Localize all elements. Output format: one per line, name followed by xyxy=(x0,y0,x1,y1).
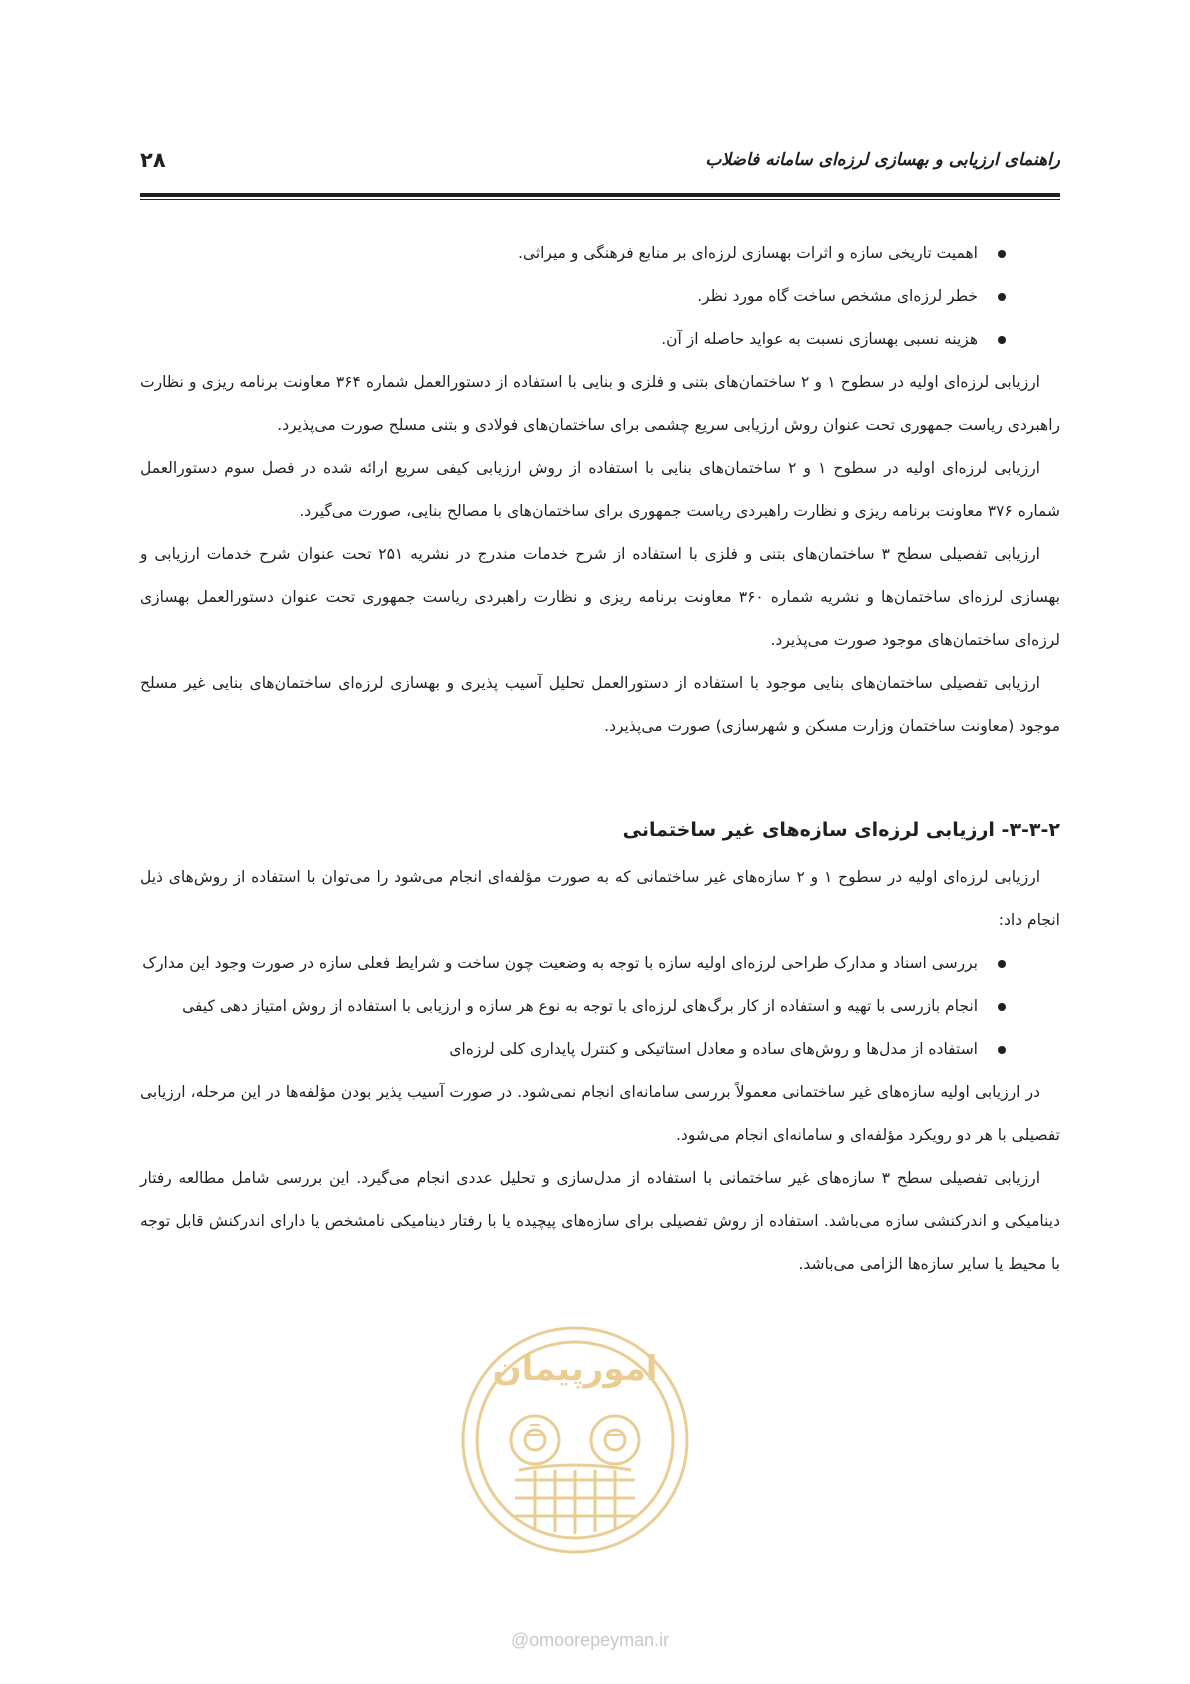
page-number: ۲۸ xyxy=(140,148,166,172)
running-title: راهنمای ارزیابی و بهسازی لرزه‌ای سامانه فاضلاب xyxy=(705,150,1060,170)
list-item: خطر لرزه‌ای مشخص ساخت گاه مورد نظر. xyxy=(140,275,1060,318)
watermark-logo-icon xyxy=(455,1320,695,1560)
paragraph: ارزیابی تفصیلی سطح ۳ سازه‌های غیر ساختمانی با استفاده از مدل‌سازی و تحلیل عددی انجام می‌گیرد. این بررسی شامل مطالعه رفتار دینامیکی و اندرکنشی سازه می‌باشد. استفاده از روش تفصیلی برای سازه‌های پیچیده یا با رفتار دینامیکی نامشخص یا دارای اندرکنش قابل توجه با محیط یا سایر سازه‌ها الزامی می‌باشد. xyxy=(140,1169,1060,1273)
page-header xyxy=(140,148,1060,182)
paragraph: ارزیابی لرزه‌ای اولیه در سطوح ۱ و ۲ ساختمان‌های بتنی و فلزی و بنایی با استفاده از دستورالعمل شماره ۳۶۴ معاونت برنامه ریزی و نظارت راهبردی ریاست جمهوری تحت عنوان روش ارزیابی سریع چشمی برای ساختمان‌های فولادی و بتنی مسلح صورت می‌پذیرد. xyxy=(140,373,1060,434)
paragraph: ارزیابی لرزه‌ای اولیه در سطوح ۱ و ۲ ساختمان‌های بنایی با استفاده از روش ارزیابی کیفی سریع ارائه شده در فصل سوم دستورالعمل شماره ۳۷۶ معاونت برنامه ریزی و نظارت راهبردی ریاست جمهوری برای ساختمان‌های با مصالح بنایی، صورت می‌گیرد. xyxy=(140,459,1060,520)
bullet-icon xyxy=(998,1046,1006,1054)
body-text xyxy=(140,232,1060,1286)
bullet-icon xyxy=(998,960,1006,968)
section-intro: ارزیابی لرزه‌ای اولیه در سطوح ۱ و ۲ سازه‌های غیر ساختمانی که به صورت مؤلفه‌ای انجام می‌شود را می‌توان با استفاده از روش‌های ذیل انجام داد: xyxy=(140,868,1060,929)
paragraph: ارزیابی تفصیلی ساختمان‌های بنایی موجود با استفاده از دستورالعمل تحلیل آسیب پذیری و بهسازی لرزه‌ای ساختمان‌های بنایی غیر مسلح موجود (معاونت ساختمان وزارت مسکن و شهرسازی) صورت می‌پذیرد. xyxy=(140,674,1060,735)
bullet-icon xyxy=(998,336,1006,344)
list-item: اهمیت تاریخی سازه و اثرات بهسازی لرزه‌ای بر منابع فرهنگی و میراثی. xyxy=(140,232,1060,275)
header-rule-thick xyxy=(140,193,1060,197)
bullet-icon xyxy=(998,293,1006,301)
section-bullet-list xyxy=(140,942,1060,1071)
bullet-icon xyxy=(998,1003,1006,1011)
list-item: انجام بازرسی با تهیه و استفاده از کار برگ‌های لرزه‌ای با توجه به نوع هر سازه و ارزیابی با استفاده از روش امتیاز دهی کیفی xyxy=(140,985,1060,1028)
paragraph: ارزیابی تفصیلی سطح ۳ ساختمان‌های بتنی و فلزی با استفاده از شرح خدمات مندرج در نشریه ۲۵۱ تحت عنوان شرح خدمات ارزیابی و بهسازی لرزه‌ای ساختمان‌ها و نشریه شماره ۳۶۰ معاونت برنامه ریزی و نظارت راهبردی ریاست جمهوری تحت عنوان دستورالعمل بهسازی لرزه‌ای ساختمان‌های موجود صورت می‌پذیرد. xyxy=(140,545,1060,649)
header-rule-thin xyxy=(140,199,1060,200)
section-heading: ۳-۳-۲- ارزیابی لرزه‌ای سازه‌های غیر ساختمانی xyxy=(622,819,1060,841)
paragraph: در ارزیابی اولیه سازه‌های غیر ساختمانی معمولاً بررسی سامانه‌ای انجام نمی‌شود. در صورت آسیب پذیر بودن مؤلفه‌ها در این مرحله، ارزیابی تفصیلی با هر دو رویکرد مؤلفه‌ای و سامانه‌ای انجام می‌شود. xyxy=(140,1083,1060,1144)
list-item: هزینه نسبی بهسازی نسبت به عواید حاصله از آن. xyxy=(140,318,1060,361)
list-item: بررسی اسناد و مدارک طراحی لرزه‌ای اولیه سازه با توجه به وضعیت چون ساخت و شرایط فعلی سازه در صورت وجود این مدارک xyxy=(140,942,1060,985)
list-item: استفاده از مدل‌ها و روش‌های ساده و معادل استاتیکی و کنترل پایداری کلی لرزه‌ای xyxy=(140,1028,1060,1071)
watermark-url: @omoorepeyman.ir xyxy=(510,1630,670,1650)
top-bullet-list xyxy=(140,232,1060,361)
bullet-icon xyxy=(998,250,1006,258)
svg-text:امورپیمان: امورپیمان xyxy=(492,1349,658,1389)
